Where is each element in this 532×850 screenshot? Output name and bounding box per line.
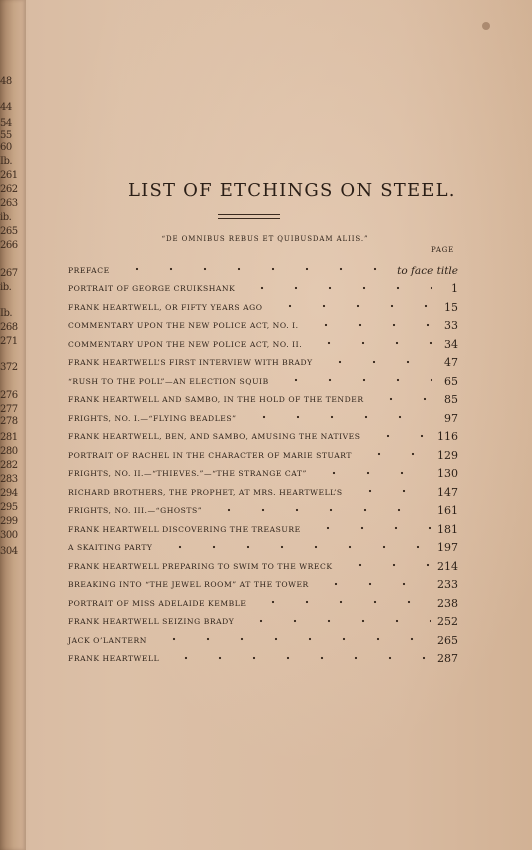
list-item: [68, 332, 458, 351]
spine-number: 280: [0, 446, 18, 457]
spine-number: 44: [0, 102, 12, 113]
spine-number: 304: [0, 546, 18, 557]
page-number: 97: [444, 411, 458, 425]
dot-leader: [244, 616, 431, 625]
list-item: [68, 499, 458, 518]
spine-number: 261: [0, 170, 18, 181]
etching-title: FRANK HEARTWELL, BEN, AND SAMBO, AMUSING THE NATIVES: [68, 432, 361, 441]
etching-title: FRANK HEARTWELL’S FIRST INTERVIEW WITH BRADY: [68, 358, 313, 367]
page-number: 147: [437, 485, 458, 499]
list-item: [68, 314, 458, 333]
list-item: [68, 517, 458, 536]
spine-number: 263: [0, 198, 18, 209]
etching-title: COMMENTARY UPON THE NEW POLICE ACT, NO. II.: [68, 339, 303, 349]
page-number: 287: [437, 652, 458, 665]
spine-number: 283: [0, 474, 18, 485]
etching-title: “RUSH TO THE POLL”—AN ELECTION SQUIB: [68, 376, 269, 386]
page-number: 181: [437, 522, 458, 536]
page-number: 233: [437, 578, 458, 591]
page-number: 161: [437, 504, 458, 517]
dot-leader: [256, 598, 431, 607]
page-column-heading: PAGE: [430, 246, 454, 254]
spine-number: 281: [0, 432, 18, 443]
etching-title: JACK O’LANTERN: [68, 635, 147, 645]
page-number: 197: [437, 541, 458, 554]
spine-number: ib.: [0, 212, 12, 223]
etching-title: BREAKING INTO “THE JEWEL ROOM” AT THE TOWER: [68, 580, 309, 589]
list-item: [68, 351, 458, 370]
etching-title: COMMENTARY UPON THE NEW POLICE ACT, NO. I.: [68, 321, 299, 330]
page-number: 116: [437, 430, 458, 443]
page-number: 252: [437, 615, 458, 628]
spine-number: Ib.: [0, 308, 13, 319]
etching-title: RICHARD BROTHERS, THE PROPHET, AT MRS. HEARTWELL’S: [68, 487, 343, 497]
dot-leader: [245, 283, 432, 292]
list-item: [68, 480, 458, 499]
dot-leader: [343, 561, 431, 570]
epigraph: “DE OMNIBUS REBUS ET QUIBUSDAM ALIIS.”: [161, 235, 369, 243]
etching-title: FRANK HEARTWELL AND SAMBO, IN THE HOLD OF THE TENDER: [68, 395, 364, 404]
etching-title: PORTRAIT OF MISS ADELAIDE KEMBLE: [68, 598, 247, 608]
spine-number: 268: [0, 322, 18, 333]
etching-title: PORTRAIT OF RACHEL IN THE CHARACTER OF MARIE STUART: [68, 450, 353, 460]
title-rule-bottom: [218, 218, 280, 219]
etching-title: A SKAITING PARTY: [68, 543, 153, 552]
list-item: [68, 295, 458, 314]
list-item: [68, 258, 458, 277]
spine-number: 300: [0, 530, 18, 541]
spine-number: 262: [0, 184, 18, 195]
spine-number: 372: [0, 362, 18, 373]
dot-leader: [309, 320, 432, 329]
etching-title: PREFACE: [68, 265, 110, 275]
etching-title: FRIGHTS, NO. III.—“GHOSTS”: [68, 506, 203, 515]
dot-leader: [120, 265, 392, 274]
spine-number: 60: [0, 142, 12, 153]
list-item: [68, 425, 458, 444]
list-item: [68, 610, 458, 629]
page-number: 34: [444, 337, 458, 351]
list-item: [68, 406, 458, 425]
page-number: 214: [437, 559, 458, 573]
dot-leader: [319, 579, 431, 588]
dot-leader: [362, 450, 431, 459]
list-item: [68, 277, 458, 296]
page-number: 238: [437, 596, 458, 610]
spine-number: Ib.: [0, 156, 13, 167]
bound-page-edge: [0, 0, 26, 850]
etching-title: FRANK HEARTWELL, OR FIFTY YEARS AGO: [68, 302, 263, 312]
list-item: [68, 388, 458, 407]
etching-title: PORTRAIT OF GEORGE CRUIKSHANK: [68, 284, 236, 293]
page-number: 15: [444, 300, 458, 314]
page-number: 65: [444, 374, 458, 388]
list-item: [68, 462, 458, 481]
page-number: 33: [444, 319, 458, 332]
list-item: [68, 647, 458, 666]
page-title: LIST OF ETCHINGS ON STEEL.: [128, 180, 456, 201]
list-item: [68, 369, 458, 388]
spine-number: 267: [0, 268, 18, 279]
dot-leader: [163, 542, 432, 551]
dot-leader: [247, 413, 432, 422]
etching-title: FRIGHTS, NO. II.—“THIEVES.”—“THE STRANGE CAT”: [68, 469, 307, 478]
spine-number: 282: [0, 460, 18, 471]
dot-leader: [279, 376, 432, 385]
spine-number: 295: [0, 502, 18, 513]
spine-number: 265: [0, 226, 18, 237]
list-item: [68, 536, 458, 555]
page-number: 85: [444, 393, 458, 406]
spine-number: 54: [0, 118, 12, 129]
list-item: [68, 443, 458, 462]
etchings-list: [68, 258, 458, 665]
spine-number: 55: [0, 130, 12, 141]
page-number: 130: [437, 467, 458, 480]
list-item: [68, 573, 458, 592]
dot-leader: [212, 505, 431, 514]
spine-number: 271: [0, 336, 18, 347]
spine-number: 278: [0, 416, 18, 427]
list-item: [68, 591, 458, 610]
paper-stain: [482, 22, 490, 30]
page-number: 1: [451, 282, 458, 295]
dot-leader: [157, 635, 431, 644]
page-number: 129: [437, 448, 458, 462]
page-number: to face title: [397, 264, 458, 277]
spine-number: 277: [0, 404, 18, 415]
dot-leader: [169, 653, 431, 662]
title-rule-top: [218, 214, 280, 215]
spine-number: ib.: [0, 282, 12, 293]
spine-number: 276: [0, 390, 18, 401]
spine-number: 48: [0, 76, 12, 87]
etching-title: FRANK HEARTWELL SEIZING BRADY: [68, 617, 235, 626]
dot-leader: [353, 487, 431, 496]
etching-title: FRIGHTS, NO. I.—“FLYING BEADLES”: [68, 413, 237, 423]
dot-leader: [312, 339, 432, 348]
dot-leader: [273, 302, 432, 311]
spine-number: 299: [0, 516, 18, 527]
page-number: 47: [444, 356, 458, 369]
spine-number: 266: [0, 240, 18, 251]
dot-leader: [311, 524, 431, 533]
etching-title: FRANK HEARTWELL: [68, 654, 160, 663]
dot-leader: [323, 357, 432, 366]
dot-leader: [371, 431, 431, 440]
list-item: [68, 554, 458, 573]
page-number: 265: [437, 633, 458, 647]
etching-title: FRANK HEARTWELL DISCOVERING THE TREASURE: [68, 524, 301, 534]
etching-title: FRANK HEARTWELL PREPARING TO SWIM TO THE WRECK: [68, 561, 333, 571]
spine-number: 294: [0, 488, 18, 499]
list-item: [68, 628, 458, 647]
dot-leader: [317, 468, 431, 477]
dot-leader: [374, 394, 432, 403]
